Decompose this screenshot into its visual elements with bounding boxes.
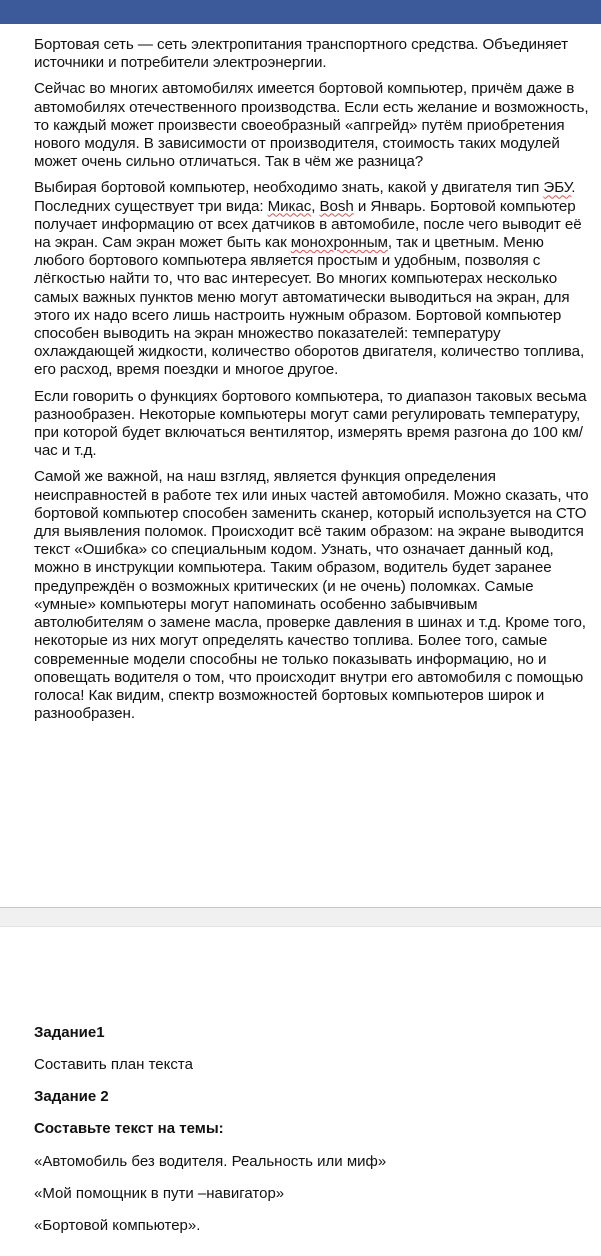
p3-text-c: , [311,197,320,215]
task2-title: Задание 2 [34,1088,109,1105]
topic-1: «Автомобиль без водителя. Реальность или миф» [34,1153,387,1170]
spellcheck-word-bosh: Bosh [319,197,354,215]
p3-text-d: и Январь. Бортовой компьютер получает информацию от всех датчиков в автомобиле, после чего выводит её на экран. Сам экран может быть как [34,197,582,252]
page-separator [0,907,601,927]
p3-text-a: Выбирая бортовой компьютер, необходимо знать, какой у двигателя тип [34,179,544,197]
paragraph-5: Самой же важной, на наш взгляд, является функция определения неисправностей в работе тех или иных частей автомобиля. Можно сказать, что бортовой компьютер способен заменить сканер, который используется на СТО для выявления поломок. Происходит всё таким образом: на экране выводится текст «Ошибка» со специальным кодом. Узнать, что означает данный код, можно в инструкции компьютера. Таким образом, водитель будет заранее предупреждён о возможных критических (и не очень) поломках. Самые «умные» компьютеры могут напоминать особенно забывчивым автолюбителям о замене масла, проверке давления в шинах и т.д. Кроме того, некоторые из них могут определять качество топлива. Более того, самые современные модели способны не только показывать информацию, но и оповещать водителя о том, что происходит внутри его автомобиля с помощью голоса! Как видим, спектр возможностей бортовых компьютеров широк и разнообразен. [34,468,589,723]
spellcheck-word-mono: монохронным [290,234,388,252]
paragraph-2: Сейчас во многих автомобилях имеется бортовой компьютер, причём даже в автомобилях отечественного производства. Если есть желание и возможность, то каждый может произвести своеобразный «апгрейд» путём приобретения нового модуля. В зависимости от производителя, стоимость таких модулей может очень сильно отличаться. Так в чём же разница? [34,80,589,171]
topic-2: «Мой помощник в пути –навигатор» [34,1185,285,1202]
paragraph-3 [34,179,590,379]
spellcheck-word-ebu: ЭБУ [543,179,572,197]
task1-title: Задание1 [34,1024,105,1041]
spellcheck-word-mikas: Микас [267,197,312,215]
p3-text-b: . Последних существует три вида: [34,179,576,215]
top-header-bar [0,0,601,24]
task1-text: Составить план текста [34,1056,193,1073]
task2-prompt: Составьте текст на темы: [34,1120,224,1137]
paragraph-1: Бортовая сеть — сеть электропитания транспортного средства. Объединяет источники и потребители электроэнергии. [34,36,568,72]
paragraph-4: Если говорить о функциях бортового компьютера, то диапазон таковых весьма разнообразен. Некоторые компьютеры могут сами регулировать температуру, при которой будет включаться вентилятор, измерять время разгона до 100 км/час и т.д. [34,387,587,460]
topic-3: «Бортовой компьютер». [34,1217,201,1234]
p3-text-e: , так и цветным. Меню любого бортового компьютера является простым и удобным, позволяя с лёгкостью найти то, что вас интересует. Во многих компьютерах несколько самых важных пунктов меню могут автоматически выводиться на экран, для этого их надо всего лишь настроить нужным образом. Бортовой компьютер способен выводить на экран множество показателей: температуру охлаждающей жидкости, количество оборотов двигателя, количество топлива, его расход, время поездки и многое другое. [34,234,585,379]
document-page-1 [34,36,590,731]
